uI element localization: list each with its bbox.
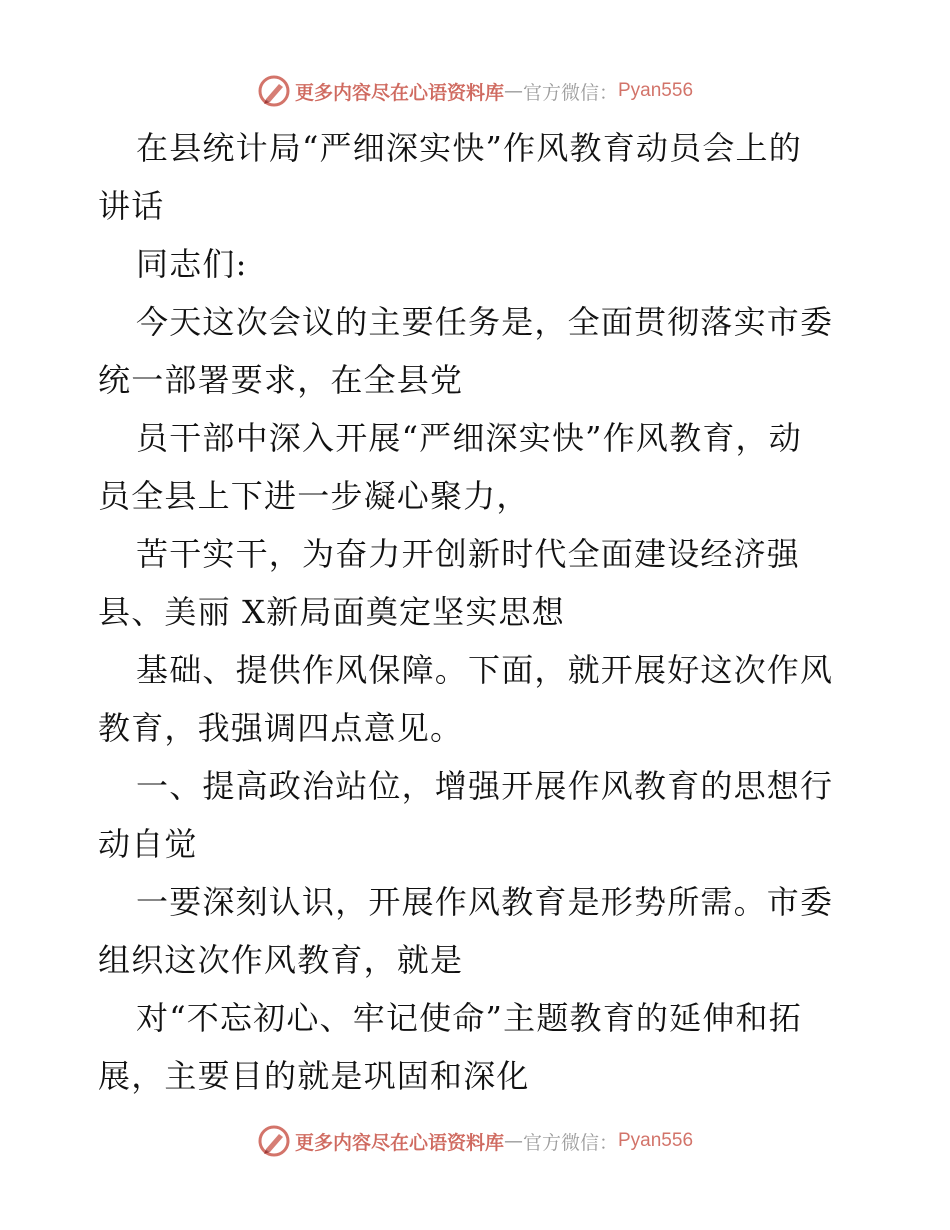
text-line: 统一部署要求，在全县党 xyxy=(98,361,464,399)
header-watermark xyxy=(0,71,950,111)
text-line: 员干部中深入开展“严细深实快”作风教育，动 xyxy=(136,419,802,457)
footer-watermark xyxy=(0,1121,950,1161)
text-line: 动自觉 xyxy=(98,825,198,863)
watermark-prefix: 更多内容尽在心语资料库 xyxy=(294,81,504,104)
watermark-id: Pyan556 xyxy=(618,80,694,101)
text-line: 在县统计局“严细深实快”作风教育动员会上的 xyxy=(136,129,802,167)
pen-logo-icon xyxy=(257,74,291,108)
text-line: 组织这次作风教育，就是 xyxy=(98,941,464,979)
text-line: 基础、提供作风保障。下面，就开展好这次作风 xyxy=(136,651,834,689)
text-line: 一、提高政治站位，增强开展作风教育的思想行 xyxy=(136,767,834,805)
watermark-dash: — xyxy=(503,80,523,102)
text-line: 讲话 xyxy=(98,187,165,225)
text-line: 对“不忘初心、牢记使命”主题教育的延伸和拓 xyxy=(136,999,802,1037)
text-line: 展，主要目的就是巩固和深化 xyxy=(98,1057,530,1095)
watermark-id: Pyan556 xyxy=(618,1130,694,1151)
text-line: 今天这次会议的主要任务是，全面贯彻落实市委 xyxy=(136,303,834,341)
pen-logo-icon xyxy=(257,1124,291,1158)
text-line: 员全县上下进一步凝心聚力， xyxy=(98,477,530,515)
text-line: 同志们: xyxy=(136,245,248,283)
watermark-dash: — xyxy=(503,1130,523,1152)
watermark-official: 官方微信： xyxy=(522,1131,618,1154)
text-line: 一要深刻认识，开展作风教育是形势所需。市委 xyxy=(136,883,834,921)
text-line: 县、美丽 X新局面奠定坚实思想 xyxy=(98,593,565,631)
document-body xyxy=(98,119,858,1105)
text-line: 苦干实干，为奋力开创新时代全面建设经济强 xyxy=(136,535,801,573)
watermark-official: 官方微信： xyxy=(522,81,618,104)
text-line: 教育，我强调四点意见。 xyxy=(98,709,464,747)
watermark-prefix: 更多内容尽在心语资料库 xyxy=(294,1131,504,1154)
